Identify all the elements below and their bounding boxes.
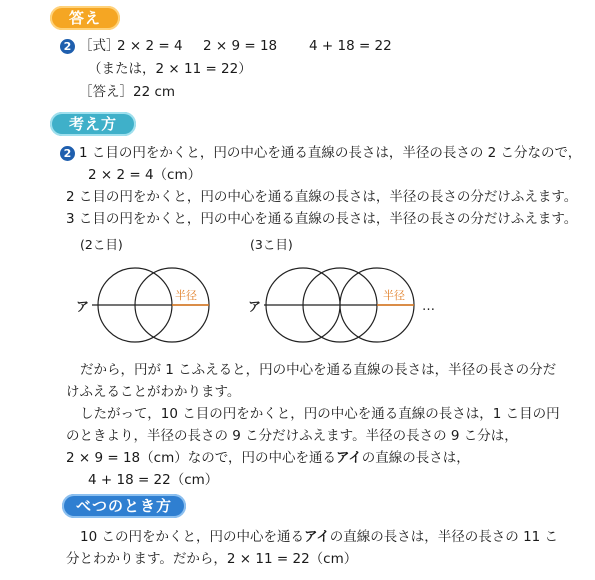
answer-number-circle: 2 xyxy=(60,39,75,54)
explanation-para2-line3-a: 2 × 9 = 18（cm）なので，円の中心を通る xyxy=(66,450,336,466)
alt-method-line-1-b: アイ xyxy=(303,529,330,545)
answer-expr-1: 2 × 2 = 4 xyxy=(117,38,183,54)
alt-method-badge xyxy=(62,494,186,518)
ellipsis: … xyxy=(422,299,435,314)
alt-method-line-1-a: 10 この円をかくと，円の中心を通る xyxy=(80,529,304,545)
answer-badge xyxy=(50,6,120,30)
explanation-para1-line2: けふえることがわかります。 xyxy=(66,384,241,400)
diagram-left-caption: (2こ目) xyxy=(80,237,123,252)
answer-final: ［答え］22 cm xyxy=(79,84,176,100)
alt-method-line-2: 分とわかります。だから，2 × 11 = 22（cm） xyxy=(66,551,358,567)
explanation-para1-line1: だから，円が 1 こふえると，円の中心を通る直線の長さは，半径の長さの分だ xyxy=(80,362,557,378)
answer-alternative: （または，2 × 11 = 22） xyxy=(88,61,252,77)
explanation-para2-line4: 4 + 18 = 22（cm） xyxy=(88,472,219,488)
alt-method-line-1 xyxy=(80,528,558,546)
diagram-three-circles xyxy=(240,255,450,355)
radius-label: 半径 xyxy=(175,289,197,302)
thinking-line-1: 1 こ目の円をかくと，円の中心を通る直線の長さは，半径の長さの 2 こ分なので， xyxy=(79,145,582,161)
alt-method-badge-label: べつのとき方 xyxy=(75,497,172,515)
thinking-badge xyxy=(50,112,136,136)
explanation-para2-line1: したがって，10 こ目の円をかくと，円の中心を通る直線の長さは，1 こ目の円 xyxy=(80,406,560,422)
answer-expr-2: 2 × 9 = 18 xyxy=(203,38,278,54)
thinking-line-2: 2 × 2 = 4（cm） xyxy=(88,167,202,183)
explanation-para2-line2: のときより，半径の長さの 9 こ分だけふえます。半径の長さの 9 こ分は， xyxy=(66,428,518,444)
explanation-para2-line3-c: の直線の長さは， xyxy=(361,450,470,466)
thinking-line-4: 3 こ目の円をかくと，円の中心を通る直線の長さは，半径の長さの分だけふえます。 xyxy=(66,211,578,227)
explanation-para2-line3 xyxy=(66,449,470,467)
point-a-label: ア xyxy=(248,300,262,315)
diagram-two-circles xyxy=(70,255,230,355)
thinking-badge-label: 考え方 xyxy=(68,115,117,133)
radius-label: 半径 xyxy=(383,289,405,302)
explanation-para2-line3-b: アイ xyxy=(335,450,362,466)
diagram-right-caption: (3こ目) xyxy=(250,237,293,252)
answer-badge-label: 答え xyxy=(68,9,101,27)
answer-expr-3: 4 + 18 = 22 xyxy=(309,38,392,54)
thinking-line-3: 2 こ目の円をかくと，円の中心を通る直線の長さは，半径の長さの分だけふえます。 xyxy=(66,189,578,205)
thinking-number-circle: 2 xyxy=(60,146,75,161)
point-a-label: ア xyxy=(76,300,90,315)
alt-method-line-1-c: の直線の長さは，半径の長さの 11 こ xyxy=(329,529,559,545)
answer-formula-prefix: ［式］ xyxy=(79,38,120,54)
